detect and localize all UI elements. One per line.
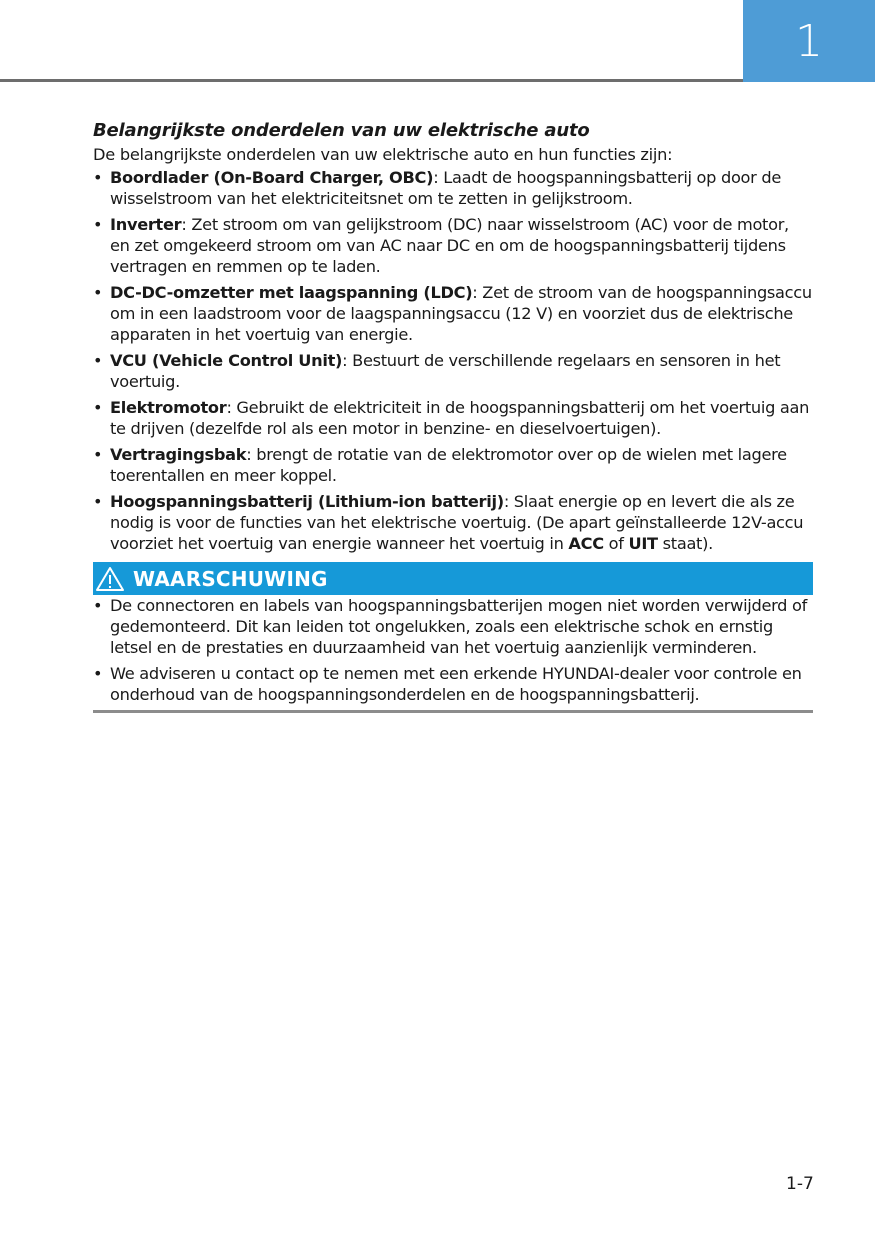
chapter-number: 1: [795, 15, 823, 67]
bullet: •: [93, 445, 103, 464]
chapter-tab: [743, 0, 875, 82]
warning-label: WAARSCHUWING: [133, 566, 328, 591]
item-text: : Bestuurt de verschillende regelaars en sensoren in het voertuig.: [110, 351, 781, 391]
item-text: staat).: [657, 534, 713, 553]
item-term: Boordlader (On-Board Charger, OBC): [110, 168, 434, 187]
item-term-uit: UIT: [628, 534, 658, 553]
list-item: [93, 282, 813, 345]
item-term-acc: ACC: [568, 534, 604, 553]
list-item: [93, 444, 813, 486]
item-term: Vertragingsbak: [110, 445, 247, 464]
item-text: : Gebruikt de elektriciteit in de hoogspanningsbatterij om het voertuig aan te drijven (dezelfde rol als een motor in benzine- en dieselvoertuigen).: [110, 398, 810, 438]
bullet: •: [93, 168, 103, 187]
warning-list: [93, 595, 813, 705]
bullet: •: [93, 596, 103, 615]
list-item: [93, 214, 813, 277]
page-number: 1-7: [786, 1174, 814, 1194]
header-divider: [0, 79, 743, 82]
list-item: [93, 167, 813, 209]
item-term: Hoogspanningsbatterij (Lithium-ion batterij): [110, 492, 504, 511]
section-intro: De belangrijkste onderdelen van uw elektrische auto en hun functies zijn:: [93, 145, 673, 164]
component-list: [93, 167, 813, 554]
section-title: Belangrijkste onderdelen van uw elektrische auto: [93, 120, 590, 141]
item-term: DC-DC-omzetter met laagspanning (LDC): [110, 283, 473, 302]
list-item: [93, 397, 813, 439]
item-term: Elektromotor: [110, 398, 227, 417]
item-text: : Slaat energie op en levert die als ze nodig is voor de functies van het elektrische voertuig. (De apart geïnstalleerde 12V-accu voorziet het voertuig van energie wanneer het voertuig in: [110, 492, 804, 553]
item-term: Inverter: [110, 215, 182, 234]
item-text: of: [603, 534, 629, 553]
bullet: •: [93, 664, 103, 683]
warning-banner: [93, 562, 813, 595]
item-text: : Laadt de hoogspanningsbatterij op door de wisselstroom van het elektriciteitsnet om te zetten in gelijkstroom.: [110, 168, 781, 208]
warning-item: [93, 663, 813, 705]
bullet: •: [93, 283, 103, 302]
warning-triangle-icon: [95, 566, 125, 592]
item-text: : Zet stroom om van gelijkstroom (DC) naar wisselstroom (AC) voor de motor, en zet omgekeerd stroom om van AC naar DC en om de hoogspanningsbatterij tijdens vertragen en remmen op te laden.: [110, 215, 789, 276]
warning-text: We adviseren u contact op te nemen met een erkende HYUNDAI-dealer voor controle en onderhoud van de hoogspanningsonderdelen en de hoogspanningsbatterij.: [110, 664, 802, 704]
list-item: [93, 491, 813, 554]
bullet: •: [93, 215, 103, 234]
bullet: •: [93, 398, 103, 417]
bullet: •: [93, 351, 103, 370]
bullet: •: [93, 492, 103, 511]
main-content: [93, 118, 813, 713]
item-text: : brengt de rotatie van de elektromotor over op de wielen met lagere toerentallen en meer koppel.: [110, 445, 787, 485]
item-text: : Zet de stroom van de hoogspanningsaccu om in een laadstroom voor de laagspanningsaccu (12 V) en voorziet dus de elektrische apparaten in het voertuig van energie.: [110, 283, 812, 344]
warning-text: De connectoren en labels van hoogspanningsbatterijen mogen niet worden verwijderd of gedemonteerd. Dit kan leiden tot ongelukken, zoals een elektrische schok en ernstig letsel en de prestaties en duurzaamheid van het voertuig aanzienlijk verminderen.: [110, 596, 808, 657]
warning-item: [93, 595, 813, 658]
list-item: [93, 350, 813, 392]
item-term: VCU (Vehicle Control Unit): [110, 351, 343, 370]
warning-bottom-divider: [93, 710, 813, 713]
